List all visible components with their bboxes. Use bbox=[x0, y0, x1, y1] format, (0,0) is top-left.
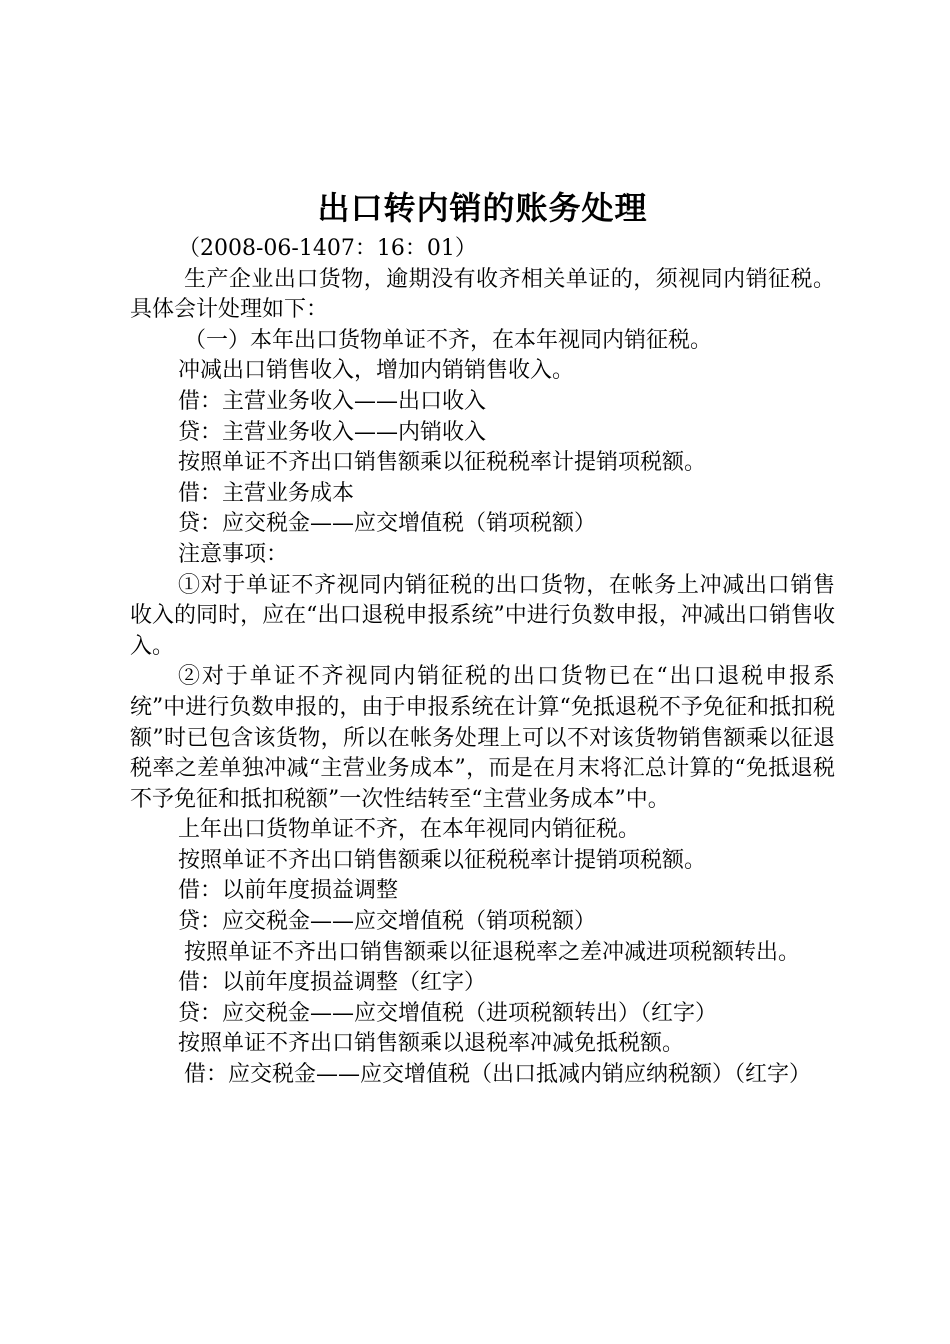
paragraph-debit-entry: 借：以前年度损益调整（红字） bbox=[178, 970, 487, 996]
paragraph: 按照单证不齐出口销售额乘以征退税率之差冲减进项税额转出。 bbox=[184, 939, 801, 965]
paragraph-notes-heading: 注意事项： bbox=[178, 541, 289, 567]
paragraph: 按照单证不齐出口销售额乘以退税率冲减免抵税额。 bbox=[178, 1031, 685, 1057]
paragraph-debit-entry: 借：应交税金——应交增值税（出口抵减内销应纳税额）（红字） bbox=[184, 1062, 812, 1088]
paragraph-note-2: ②对于单证不齐视同内销征税的出口货物已在“出口退税申报系统”中进行负数申报的，由于申报系统在计算“免抵退税不予免征和抵扣税额”时已包含该货物，所以在帐务处理上可以不对该货物销售额乘以征退税率之差单独冲减“主营业务成本”，而是在月末将汇总计算的“免抵退税不予免征和抵扣税额”一次性结转至“主营业务成本”中。 bbox=[130, 664, 835, 812]
paragraph-intro: 生产企业出口货物，逾期没有收齐相关单证的，须视同内销征税。具体会计处理如下： bbox=[130, 266, 835, 323]
paragraph-credit-entry: 贷：主营业务收入——内销收入 bbox=[178, 419, 487, 445]
paragraph-debit-entry: 借：以前年度损益调整 bbox=[178, 878, 399, 904]
paragraph: 上年出口货物单证不齐，在本年视同内销征税。 bbox=[178, 817, 641, 843]
document-page bbox=[130, 186, 835, 1091]
paragraph: 按照单证不齐出口销售额乘以征税税率计提销项税额。 bbox=[178, 847, 707, 873]
paragraph-section-1: （一）本年出口货物单证不齐，在本年视同内销征税。 bbox=[184, 327, 713, 353]
document-body bbox=[130, 234, 835, 1091]
paragraph: 冲减出口销售收入，增加内销销售收入。 bbox=[178, 358, 575, 384]
document-title: 出口转内销的账务处理 bbox=[317, 189, 648, 227]
paragraph: 按照单证不齐出口销售额乘以征税税率计提销项税额。 bbox=[178, 450, 707, 476]
paragraph-debit-entry: 借：主营业务成本 bbox=[178, 480, 355, 506]
paragraph-debit-entry: 借：主营业务收入——出口收入 bbox=[178, 388, 487, 414]
paragraph-credit-entry: 贷：应交税金——应交增值税（进项税额转出）（红字） bbox=[178, 1000, 718, 1026]
paragraph-timestamp: （2008-06-1407：16：01） bbox=[178, 236, 477, 261]
paragraph-credit-entry: 贷：应交税金——应交增值税（销项税额） bbox=[178, 909, 597, 935]
paragraph-note-1: ①对于单证不齐视同内销征税的出口货物，在帐务上冲减出口销售收入的同时，应在“出口退税申报系统”中进行负数申报，冲减出口销售收入。 bbox=[130, 572, 835, 659]
paragraph-credit-entry: 贷：应交税金——应交增值税（销项税额） bbox=[178, 511, 597, 537]
